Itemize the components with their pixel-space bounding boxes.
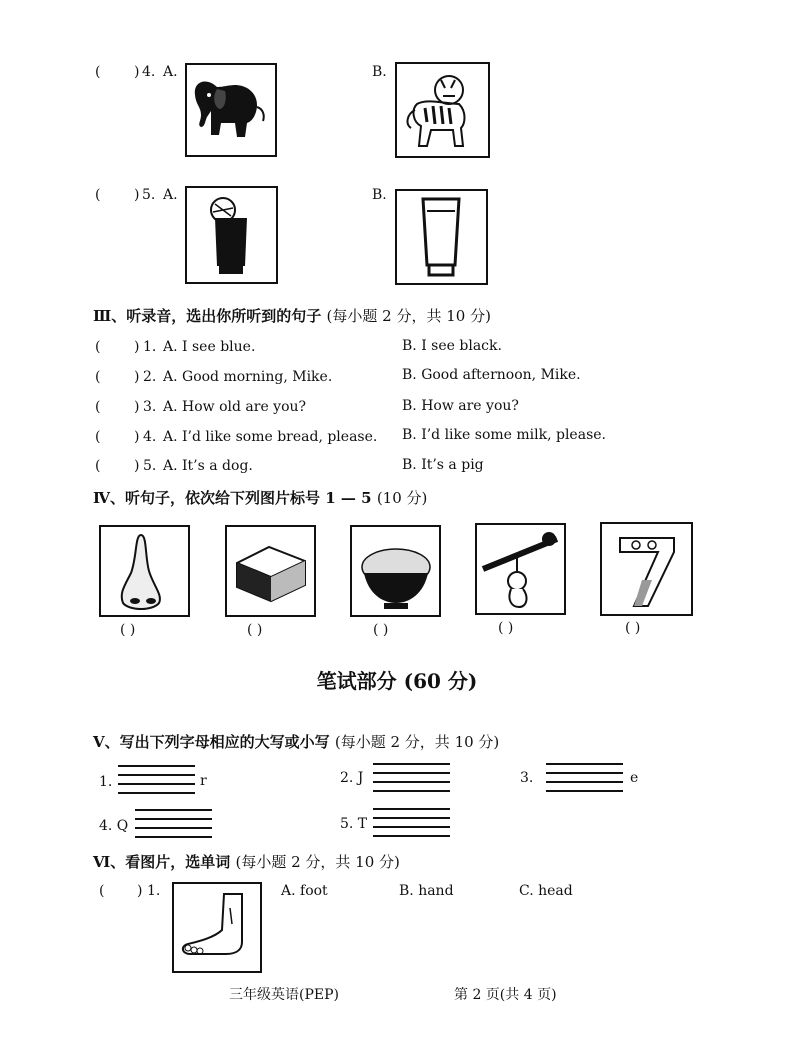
question-number: 4.: [142, 64, 156, 80]
answer-paren-close: ): [134, 369, 140, 385]
label-blank: ( ): [498, 620, 514, 636]
label-blank: ( ): [625, 620, 641, 636]
section-title: Ⅵ、看图片，选单词: [93, 853, 231, 871]
number-seven-image: [600, 522, 693, 616]
option-a-label: A.: [163, 64, 178, 80]
answer-paren-open: (: [95, 339, 101, 355]
tiger-image: [395, 62, 490, 158]
answer-paren-close: ): [134, 458, 140, 474]
option-b: B. It’s a pig: [402, 457, 484, 473]
option-b: B. Good afternoon, Mike.: [402, 367, 581, 383]
section-heading: [93, 305, 491, 326]
given-letter: e: [630, 770, 639, 786]
item-number: 5. T: [340, 816, 368, 832]
option-a: A. foot: [281, 883, 328, 899]
section-score-note: (每小题 2 分，共 10 分): [334, 733, 500, 751]
answer-paren-open: (: [95, 429, 101, 445]
item-number: 1.: [143, 339, 157, 355]
section-score-note: (每小题 2 分，共 10 分): [326, 307, 491, 325]
eraser-image: [225, 525, 316, 617]
item-number: 1.: [99, 774, 113, 790]
answer-paren-open: (: [95, 399, 101, 415]
answer-paren-close: ): [134, 64, 140, 80]
question-number: 5.: [142, 187, 156, 203]
juice-glass-image: [185, 186, 278, 284]
question-number: 1.: [147, 883, 161, 899]
answer-paren-close: ): [134, 429, 140, 445]
option-a: A. I’d like some bread, please.: [163, 429, 378, 445]
given-letter: r: [200, 773, 207, 789]
monkey-image: [475, 523, 566, 615]
section-heading: [93, 851, 400, 872]
option-a: A. How old are you?: [163, 399, 307, 415]
section-score-note: (10 分): [376, 489, 428, 507]
writing-lines[interactable]: [373, 808, 450, 838]
option-b: B. hand: [399, 883, 454, 899]
written-part-title: 笔试部分 (60 分): [316, 669, 478, 693]
answer-paren-close: ): [137, 883, 143, 899]
footer-subject: 三年级英语(PEP): [229, 987, 339, 1003]
option-b-label: B.: [372, 187, 387, 203]
option-b: B. How are you?: [402, 398, 519, 414]
item-number: 4. Q: [99, 818, 129, 834]
answer-paren-open: (: [95, 64, 101, 80]
option-a-label: A.: [163, 187, 178, 203]
answer-paren-open: (: [95, 187, 101, 203]
section-title: Ⅲ、听录音，选出你所听到的句子: [93, 307, 322, 325]
item-number: 5.: [143, 458, 157, 474]
answer-paren-close: ): [134, 339, 140, 355]
option-a: A. I see blue.: [163, 339, 256, 355]
milk-glass-image: [395, 189, 488, 285]
option-a: A. It’s a dog.: [163, 458, 253, 474]
item-number: 2.: [143, 369, 157, 385]
option-c: C. head: [519, 883, 573, 899]
label-blank: ( ): [247, 622, 263, 638]
elephant-image: [185, 63, 277, 157]
item-number: 4.: [143, 429, 157, 445]
section-title: Ⅳ、听句子，依次给下列图片标号 1 — 5: [93, 489, 372, 507]
writing-lines[interactable]: [546, 763, 623, 793]
answer-paren-open: (: [95, 369, 101, 385]
item-number: 3.: [143, 399, 157, 415]
item-number: 3.: [520, 770, 534, 786]
section-heading: [93, 487, 427, 508]
label-blank: ( ): [373, 622, 389, 638]
writing-lines[interactable]: [118, 765, 195, 795]
label-blank: ( ): [120, 622, 136, 638]
answer-paren-close: ): [134, 399, 140, 415]
item-number: 2. J: [340, 770, 364, 786]
writing-lines[interactable]: [373, 763, 450, 793]
section-heading: [93, 731, 499, 752]
section-title: Ⅴ、写出下列字母相应的大写或小写: [93, 733, 330, 751]
writing-lines[interactable]: [135, 809, 212, 839]
option-b: B. I see black.: [402, 338, 502, 354]
nose-image: [99, 525, 190, 617]
option-b-label: B.: [372, 64, 387, 80]
answer-paren-open: (: [99, 883, 105, 899]
section-score-note: (每小题 2 分，共 10 分): [235, 853, 400, 871]
option-b: B. I’d like some milk, please.: [402, 427, 606, 443]
rice-bowl-image: [350, 525, 441, 617]
option-a: A. Good morning, Mike.: [163, 369, 333, 385]
answer-paren-close: ): [134, 187, 140, 203]
answer-paren-open: (: [95, 458, 101, 474]
foot-image: [172, 882, 262, 973]
footer-page: 第 2 页(共 4 页): [454, 987, 557, 1003]
